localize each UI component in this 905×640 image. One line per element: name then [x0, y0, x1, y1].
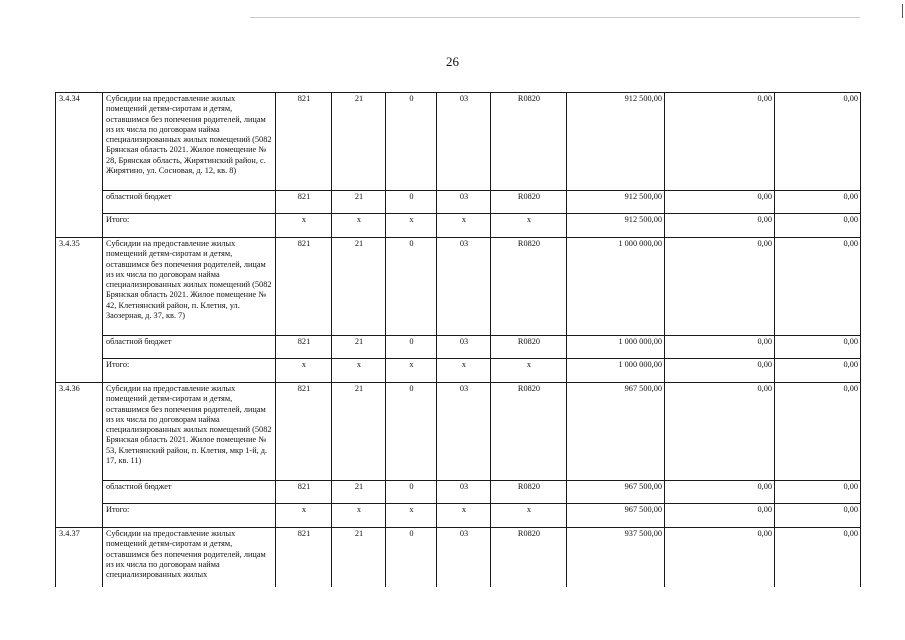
cell-sum-3: 0,00 — [775, 336, 861, 359]
cell-sum-3: 0,00 — [775, 383, 861, 481]
cell-grbs: 821 — [276, 191, 332, 214]
row-description: Субсидии на предоставление жилых помещений детям-сиротам и детям, оставшимся без попечения родителей, лицам из их числа по договорам найма специализированных жилых помещений (5082 Брянская область 2021. Жилое помещение № 53, Клетнянский район, п. Клетня, мкр 1-й, д. 17, кв. 11) — [103, 383, 276, 481]
cell-csr: x — [437, 504, 491, 528]
cell-pr: 0 — [386, 93, 437, 191]
cell-rz: 21 — [332, 93, 386, 191]
cell-csr: 03 — [437, 336, 491, 359]
page-number: 26 — [446, 54, 459, 69]
cell-sum-1: 912 500,00 — [567, 93, 665, 191]
cell-rz: 21 — [332, 383, 386, 481]
cell-csr: 03 — [437, 481, 491, 504]
cell-pr: 0 — [386, 191, 437, 214]
cell-grbs: 821 — [276, 336, 332, 359]
cell-csr: x — [437, 214, 491, 238]
table-row-subtotal — [56, 336, 861, 359]
cell-pr: 0 — [386, 238, 437, 336]
cell-sum-3: 0,00 — [775, 481, 861, 504]
cell-rz: x — [332, 214, 386, 238]
cell-sum-1: 937 500,00 — [567, 528, 665, 588]
table-row-subtotal — [56, 481, 861, 504]
cell-sum-3: 0,00 — [775, 528, 861, 588]
cell-rz: 21 — [332, 191, 386, 214]
budget-table — [55, 92, 861, 587]
table-row — [56, 238, 861, 336]
cell-grbs: 821 — [276, 481, 332, 504]
cell-sum-2: 0,00 — [665, 336, 775, 359]
cell-sum-2: 0,00 — [665, 383, 775, 481]
cell-sum-1: 967 500,00 — [567, 504, 665, 528]
cell-sum-2: 0,00 — [665, 191, 775, 214]
table-row — [56, 528, 861, 588]
cell-vr: R0820 — [491, 238, 567, 336]
cell-rz: x — [332, 504, 386, 528]
cell-grbs: 821 — [276, 528, 332, 588]
cell-grbs: x — [276, 504, 332, 528]
cell-csr: 03 — [437, 528, 491, 588]
cell-sum-3: 0,00 — [775, 191, 861, 214]
cell-pr: x — [386, 214, 437, 238]
cell-sum-1: 1 000 000,00 — [567, 359, 665, 383]
cell-pr: 0 — [386, 336, 437, 359]
row-number: 3.4.34 — [56, 93, 103, 238]
cell-vr: x — [491, 214, 567, 238]
row-description: Субсидии на предоставление жилых помещений детям-сиротам и детям, оставшимся без попечения родителей, лицам из их числа по договорам найма специализированных жилых помещений (5082 Брянская область 2021. Жилое помещение № 42, Клетнянский район, п. Клетня, ул. Заозерная, д. 37, кв. 7) — [103, 238, 276, 336]
subrow-label: областной бюджет — [103, 336, 276, 359]
table-row — [56, 383, 861, 481]
cell-sum-3: 0,00 — [775, 93, 861, 191]
cell-sum-3: 0,00 — [775, 504, 861, 528]
subrow-label: областной бюджет — [103, 481, 276, 504]
cell-sum-3: 0,00 — [775, 214, 861, 238]
total-label: Итого: — [103, 504, 276, 528]
cell-rz: x — [332, 359, 386, 383]
cell-vr: x — [491, 359, 567, 383]
cell-grbs: x — [276, 214, 332, 238]
cell-sum-1: 1 000 000,00 — [567, 238, 665, 336]
cell-pr: 0 — [386, 481, 437, 504]
scan-artifact-mark — [902, 4, 903, 18]
cell-vr: R0820 — [491, 336, 567, 359]
cell-grbs: x — [276, 359, 332, 383]
cell-pr: 0 — [386, 528, 437, 588]
cell-vr: R0820 — [491, 481, 567, 504]
cell-rz: 21 — [332, 481, 386, 504]
cell-csr: 03 — [437, 191, 491, 214]
cell-sum-2: 0,00 — [665, 481, 775, 504]
cell-sum-2: 0,00 — [665, 238, 775, 336]
cell-grbs: 821 — [276, 93, 332, 191]
cell-sum-1: 967 500,00 — [567, 383, 665, 481]
cell-sum-1: 912 500,00 — [567, 214, 665, 238]
cell-csr: 03 — [437, 383, 491, 481]
row-description: Субсидии на предоставление жилых помещений детям-сиротам и детям, оставшимся без попечения родителей, лицам из их числа по договорам найма специализированных жилых помещений (5082 Брянская область 2021. Жилое помещение № 28, Брянская область, Жирятинский район, с. Жирятино, ул. Сосновая, д. 12, кв. 8) — [103, 93, 276, 191]
cell-grbs: 821 — [276, 383, 332, 481]
row-description: Субсидии на предоставление жилых помещений детям-сиротам и детям, оставшимся без попечения родителей, лицам из их числа по договорам найма специализированных жилых — [103, 528, 276, 588]
cell-pr: x — [386, 359, 437, 383]
cell-sum-1: 912 500,00 — [567, 191, 665, 214]
cell-vr: R0820 — [491, 528, 567, 588]
cell-sum-2: 0,00 — [665, 504, 775, 528]
cell-sum-2: 0,00 — [665, 528, 775, 588]
cell-vr: R0820 — [491, 191, 567, 214]
cell-vr: R0820 — [491, 93, 567, 191]
total-label: Итого: — [103, 214, 276, 238]
cell-sum-2: 0,00 — [665, 214, 775, 238]
scan-artifact-line — [250, 17, 860, 18]
cell-pr: 0 — [386, 383, 437, 481]
row-number: 3.4.37 — [56, 528, 103, 588]
table-row — [56, 93, 861, 191]
cell-sum-3: 0,00 — [775, 359, 861, 383]
table-row-total — [56, 214, 861, 238]
cell-sum-3: 0,00 — [775, 238, 861, 336]
cell-csr: x — [437, 359, 491, 383]
cell-sum-2: 0,00 — [665, 359, 775, 383]
cell-sum-1: 1 000 000,00 — [567, 336, 665, 359]
cell-grbs: 821 — [276, 238, 332, 336]
cell-pr: x — [386, 504, 437, 528]
row-number: 3.4.36 — [56, 383, 103, 528]
cell-rz: 21 — [332, 336, 386, 359]
subrow-label: областной бюджет — [103, 191, 276, 214]
cell-csr: 03 — [437, 93, 491, 191]
table-row-total — [56, 504, 861, 528]
cell-rz: 21 — [332, 238, 386, 336]
cell-vr: R0820 — [491, 383, 567, 481]
row-number: 3.4.35 — [56, 238, 103, 383]
cell-sum-2: 0,00 — [665, 93, 775, 191]
table-row-subtotal — [56, 191, 861, 214]
cell-rz: 21 — [332, 528, 386, 588]
cell-vr: x — [491, 504, 567, 528]
cell-sum-1: 967 500,00 — [567, 481, 665, 504]
table-row-total — [56, 359, 861, 383]
total-label: Итого: — [103, 359, 276, 383]
cell-csr: 03 — [437, 238, 491, 336]
